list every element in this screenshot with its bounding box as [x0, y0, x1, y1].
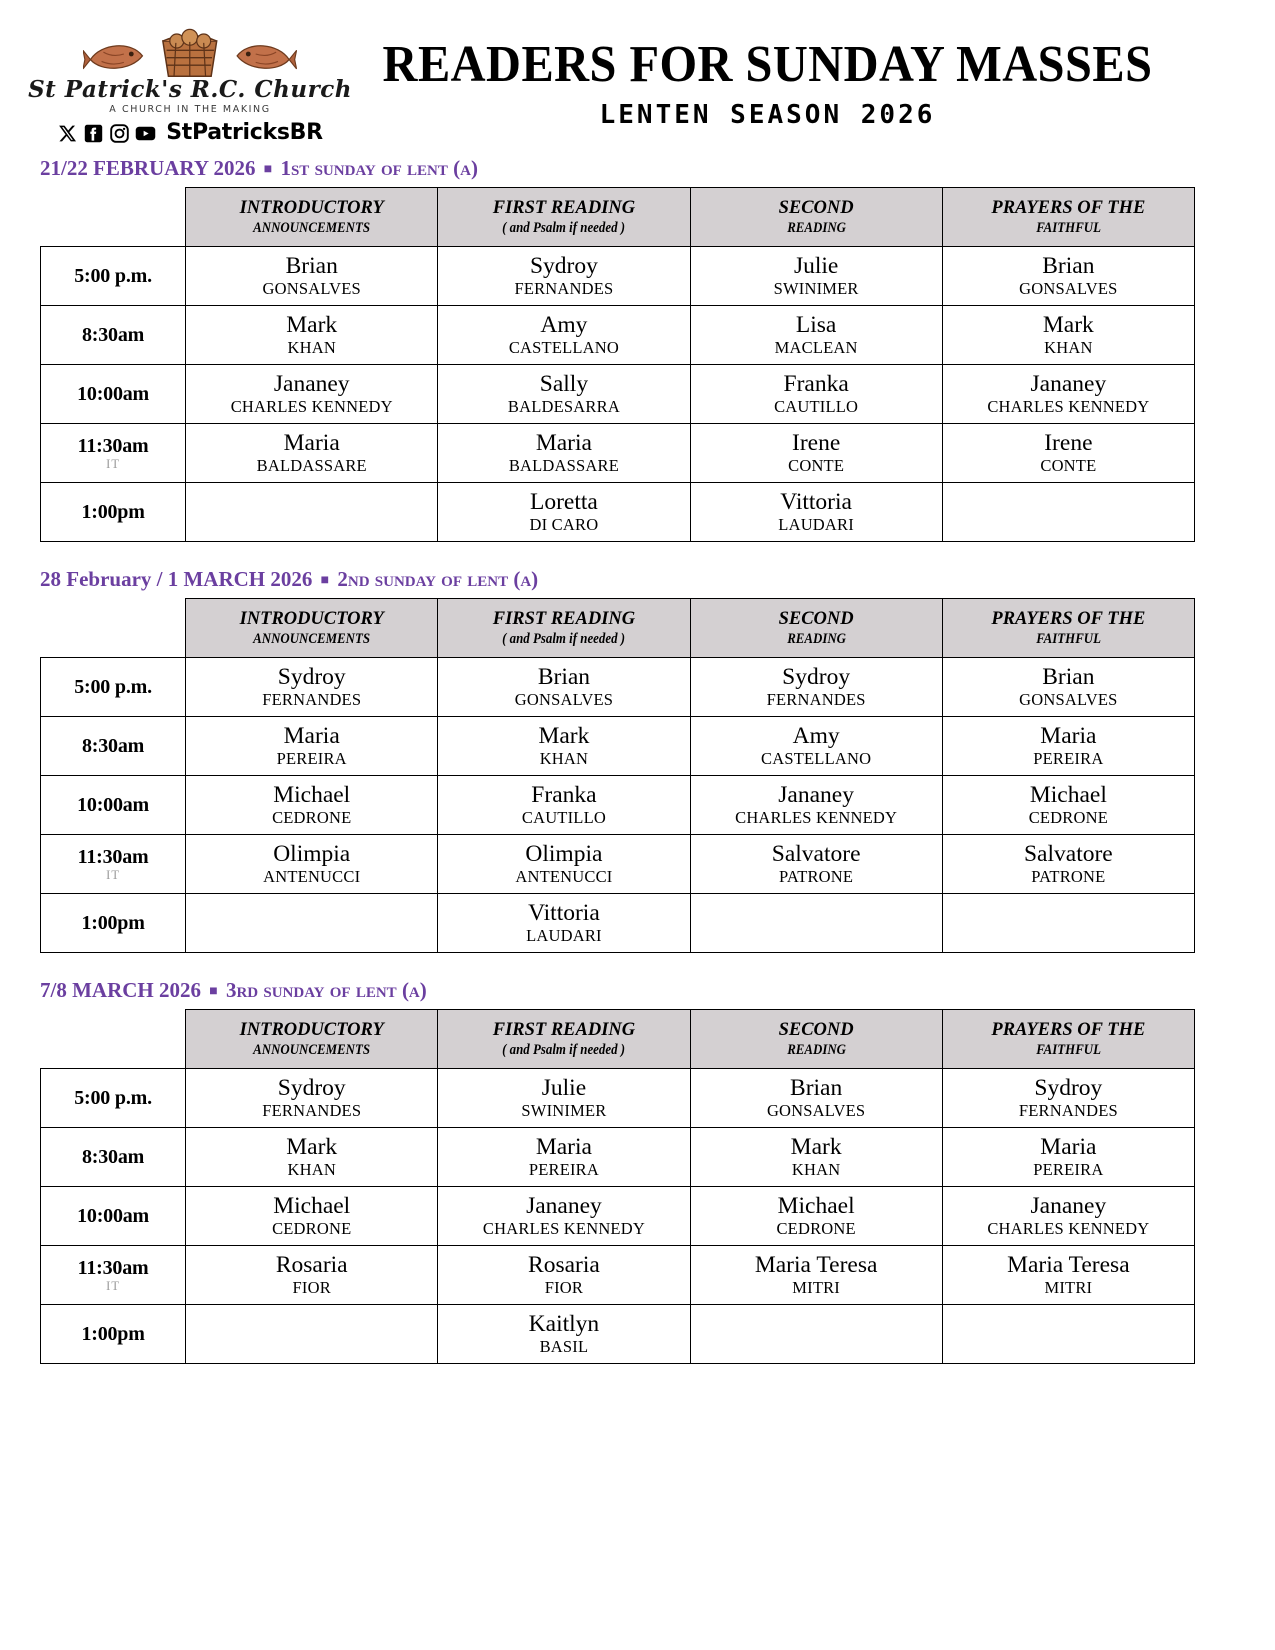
- column-header: [438, 599, 690, 658]
- column-header: [690, 1010, 942, 1069]
- reader-last-name: BASIL: [539, 1337, 589, 1357]
- reader-last-name: PEREIRA: [1033, 749, 1104, 769]
- mass-time-cell: [41, 1069, 186, 1128]
- reader-first-name: Michael: [1029, 782, 1107, 809]
- page-title: READERS FOR SUNDAY MASSES: [382, 36, 1153, 93]
- reader-cell: [186, 247, 438, 306]
- reader-cell: [186, 717, 438, 776]
- mass-time-cell: [41, 894, 186, 953]
- empty-cell: [942, 894, 1194, 953]
- empty-cell: [186, 1305, 438, 1364]
- reader-first-name: Michael: [273, 1193, 351, 1220]
- reader-first-name: Jananey: [273, 370, 350, 397]
- mass-time-cell: [41, 1187, 186, 1246]
- reader-cell: [942, 306, 1194, 365]
- mass-time: 5:00 p.m.: [74, 265, 152, 288]
- column-header-line1: FIRST READING: [492, 608, 636, 629]
- reader-first-name: Salvatore: [1023, 841, 1113, 868]
- column-header-line2: ANNOUNCEMENTS: [253, 1042, 371, 1059]
- table-header-row: [41, 1010, 1195, 1069]
- reader-first-name: Brian: [790, 1075, 843, 1102]
- reader-last-name: PEREIRA: [528, 1160, 599, 1180]
- mass-time: 1:00pm: [81, 501, 145, 524]
- reader-last-name: CEDRONE: [272, 808, 352, 828]
- column-header-line2: READING: [786, 631, 846, 648]
- column-header: [438, 188, 690, 247]
- reader-last-name: KHAN: [791, 1160, 841, 1180]
- mass-time: 1:00pm: [81, 912, 145, 935]
- schedule-section: [0, 979, 1275, 1364]
- reader-first-name: Maria: [535, 1134, 592, 1161]
- reader-last-name: CEDRONE: [272, 1219, 352, 1239]
- title-block: [340, 26, 1235, 130]
- column-header-line1: SECOND: [778, 608, 854, 629]
- reader-cell: [438, 483, 690, 542]
- reader-cell: [186, 1187, 438, 1246]
- reader-last-name: FERNANDES: [262, 690, 362, 710]
- reader-first-name: Jananey: [1030, 1193, 1107, 1220]
- reader-first-name: Sydroy: [277, 664, 346, 691]
- column-header-line2: ( and Psalm if needed ): [502, 631, 626, 648]
- column-header-line2: READING: [786, 220, 846, 237]
- reader-last-name: KHAN: [287, 1160, 336, 1180]
- table-row: [41, 1069, 1195, 1128]
- reader-cell: [438, 1128, 690, 1187]
- mass-time: 11:30am: [77, 434, 149, 457]
- section-date: 21/22 FEBRUARY 2026: [40, 156, 256, 180]
- reader-last-name: PEREIRA: [276, 749, 347, 769]
- mass-time-cell: [41, 1128, 186, 1187]
- reader-last-name: MITRI: [1044, 1278, 1093, 1298]
- reader-first-name: Jananey: [1030, 370, 1107, 397]
- reader-cell: [186, 776, 438, 835]
- reader-last-name: CAUTILLO: [521, 808, 606, 828]
- reader-last-name: LAUDARI: [526, 926, 602, 946]
- table-row: [41, 835, 1195, 894]
- reader-first-name: Maria: [535, 429, 592, 456]
- mass-time: 10:00am: [77, 383, 150, 406]
- reader-first-name: Maria: [283, 723, 340, 750]
- reader-last-name: KHAN: [1044, 338, 1093, 358]
- reader-first-name: Mark: [538, 723, 590, 750]
- column-header-line2: READING: [786, 1042, 846, 1059]
- table-row: [41, 365, 1195, 424]
- mass-time: 5:00 p.m.: [74, 676, 152, 699]
- language-tag: IT: [106, 1278, 120, 1293]
- reader-cell: [690, 717, 942, 776]
- youtube-icon[interactable]: [135, 123, 156, 144]
- heading-separator-icon: ■: [209, 984, 218, 1000]
- reader-first-name: Vittoria: [528, 900, 600, 927]
- reader-cell: [438, 365, 690, 424]
- mass-time: 5:00 p.m.: [74, 1087, 152, 1110]
- reader-cell: [690, 835, 942, 894]
- column-header-line2: ( and Psalm if needed ): [502, 220, 626, 237]
- language-tag: IT: [106, 456, 120, 471]
- mass-time-cell: [41, 306, 186, 365]
- table-header-row: [41, 188, 1195, 247]
- schedule-sections: [0, 157, 1275, 1364]
- table-row: [41, 894, 1195, 953]
- column-header-line1: FIRST READING: [492, 1019, 636, 1040]
- reader-cell: [438, 1305, 690, 1364]
- section-occasion: 2nd sunday of lent (a): [337, 567, 539, 592]
- reader-first-name: Sydroy: [277, 1075, 346, 1102]
- reader-last-name: GONSALVES: [1019, 279, 1118, 299]
- reader-first-name: Maria: [283, 429, 340, 456]
- reader-cell: [690, 483, 942, 542]
- masthead: [0, 0, 1275, 145]
- column-header-line2: ANNOUNCEMENTS: [253, 220, 371, 237]
- table-row: [41, 1246, 1195, 1305]
- reader-first-name: Rosaria: [528, 1252, 600, 1279]
- table-row: [41, 717, 1195, 776]
- reader-cell: [438, 1069, 690, 1128]
- reader-first-name: Mark: [1042, 311, 1094, 338]
- mass-time-cell: [41, 658, 186, 717]
- reader-cell: [942, 247, 1194, 306]
- reader-first-name: Loretta: [530, 488, 598, 515]
- reader-last-name: PEREIRA: [1033, 1160, 1104, 1180]
- column-header-line2: FAITHFUL: [1035, 1042, 1101, 1059]
- reader-cell: [690, 424, 942, 483]
- empty-cell: [186, 894, 438, 953]
- heading-separator-icon: ■: [320, 573, 330, 589]
- empty-cell: [942, 1305, 1194, 1364]
- empty-cell: [186, 483, 438, 542]
- reader-last-name: BALDASSARE: [508, 456, 620, 476]
- reader-first-name: Julie: [541, 1075, 587, 1102]
- table-corner-cell: [41, 188, 186, 247]
- reader-cell: [438, 894, 690, 953]
- reader-first-name: Olimpia: [525, 841, 603, 868]
- reader-last-name: SWINIMER: [521, 1101, 607, 1121]
- mass-time: 10:00am: [77, 1205, 150, 1228]
- mass-time: 11:30am: [77, 845, 149, 868]
- table-row: [41, 658, 1195, 717]
- church-logo: [28, 26, 352, 145]
- column-header-line1: PRAYERS OF THE: [991, 608, 1146, 629]
- column-header-line2: FAITHFUL: [1035, 220, 1101, 237]
- table-row: [41, 424, 1195, 483]
- reader-first-name: Mark: [790, 1134, 842, 1161]
- reader-first-name: Jananey: [526, 1193, 602, 1220]
- mass-time-cell: [41, 483, 186, 542]
- reader-cell: [438, 717, 690, 776]
- reader-last-name: FIOR: [292, 1278, 331, 1298]
- reader-first-name: Mark: [286, 1134, 338, 1161]
- reader-cell: [942, 1246, 1194, 1305]
- reader-last-name: KHAN: [539, 749, 589, 769]
- reader-last-name: ANTENUCCI: [263, 867, 361, 887]
- reader-last-name: CHARLES KENNEDY: [987, 397, 1150, 417]
- reader-last-name: GONSALVES: [514, 690, 614, 710]
- reader-last-name: CONTE: [1040, 456, 1097, 476]
- social-links: [57, 122, 323, 144]
- church-tagline: A CHURCH IN THE MAKING: [109, 104, 271, 115]
- readers-table: [40, 598, 1195, 953]
- column-header-line2: ANNOUNCEMENTS: [253, 631, 371, 648]
- reader-cell: [690, 658, 942, 717]
- reader-last-name: SWINIMER: [773, 279, 859, 299]
- table-row: [41, 776, 1195, 835]
- column-header-line2: FAITHFUL: [1035, 631, 1101, 648]
- instagram-icon[interactable]: [109, 123, 130, 144]
- reader-first-name: Lisa: [795, 311, 837, 338]
- reader-cell: [942, 365, 1194, 424]
- column-header: [438, 1010, 690, 1069]
- reader-last-name: FIOR: [544, 1278, 584, 1298]
- table-corner-cell: [41, 1010, 186, 1069]
- reader-first-name: Vittoria: [780, 488, 852, 515]
- reader-cell: [942, 835, 1194, 894]
- reader-cell: [690, 1069, 942, 1128]
- reader-cell: [186, 365, 438, 424]
- reader-first-name: Michael: [273, 782, 351, 809]
- reader-last-name: CONTE: [788, 456, 845, 476]
- mass-time-cell: [41, 776, 186, 835]
- table-row: [41, 1187, 1195, 1246]
- reader-cell: [186, 1128, 438, 1187]
- reader-first-name: Irene: [1044, 429, 1093, 456]
- church-name: St Patrick's R.C. Church: [28, 76, 352, 103]
- mass-time-cell: [41, 365, 186, 424]
- reader-last-name: CASTELLANO: [761, 749, 872, 769]
- reader-first-name: Sydroy: [1034, 1075, 1103, 1102]
- schedule-section: [0, 157, 1275, 542]
- column-header-line1: INTRODUCTORY: [239, 197, 384, 218]
- reader-cell: [690, 1128, 942, 1187]
- reader-last-name: FERNANDES: [514, 279, 614, 299]
- readers-table: [40, 1009, 1195, 1364]
- reader-first-name: Jananey: [778, 782, 854, 809]
- mass-time: 8:30am: [82, 735, 145, 758]
- reader-cell: [942, 1187, 1194, 1246]
- column-header: [942, 599, 1194, 658]
- reader-last-name: CEDRONE: [1028, 808, 1109, 828]
- reader-first-name: Amy: [540, 311, 588, 338]
- reader-cell: [942, 1069, 1194, 1128]
- reader-cell: [438, 1187, 690, 1246]
- reader-cell: [690, 247, 942, 306]
- table-row: [41, 1305, 1195, 1364]
- reader-last-name: GONSALVES: [262, 279, 361, 299]
- reader-cell: [438, 776, 690, 835]
- page-subtitle: LENTEN SEASON 2026: [599, 100, 936, 131]
- heading-separator-icon: ■: [263, 162, 273, 177]
- column-header-line1: PRAYERS OF THE: [991, 197, 1146, 218]
- reader-first-name: Amy: [792, 723, 840, 750]
- section-date: 28 February / 1 MARCH 2026: [40, 567, 313, 592]
- mass-time-cell: [41, 717, 186, 776]
- reader-first-name: Sydroy: [529, 252, 598, 279]
- column-header-line1: SECOND: [778, 1019, 854, 1040]
- reader-last-name: KHAN: [287, 338, 336, 358]
- reader-cell: [186, 306, 438, 365]
- reader-first-name: Michael: [777, 1193, 855, 1220]
- reader-last-name: CHARLES KENNEDY: [230, 397, 393, 417]
- column-header: [186, 1010, 438, 1069]
- mass-time: 8:30am: [82, 324, 145, 347]
- column-header: [942, 188, 1194, 247]
- column-header: [690, 188, 942, 247]
- facebook-icon[interactable]: [83, 123, 104, 144]
- column-header-line1: SECOND: [778, 197, 854, 218]
- reader-first-name: Rosaria: [275, 1252, 348, 1279]
- reader-last-name: CHARLES KENNEDY: [735, 808, 898, 828]
- reader-cell: [186, 424, 438, 483]
- reader-cell: [186, 835, 438, 894]
- section-heading: [40, 157, 1235, 180]
- reader-last-name: CAUTILLO: [774, 397, 859, 417]
- section-date: 7/8 MARCH 2026: [40, 978, 201, 1003]
- reader-first-name: Brian: [1042, 664, 1095, 691]
- empty-cell: [690, 894, 942, 953]
- column-header: [186, 599, 438, 658]
- reader-cell: [186, 1246, 438, 1305]
- mass-time: 8:30am: [82, 1146, 145, 1169]
- table-corner-cell: [41, 599, 186, 658]
- reader-first-name: Sally: [539, 370, 589, 397]
- language-tag: IT: [106, 867, 120, 882]
- reader-cell: [438, 835, 690, 894]
- reader-cell: [438, 306, 690, 365]
- reader-last-name: ANTENUCCI: [515, 867, 613, 887]
- table-header-row: [41, 599, 1195, 658]
- empty-cell: [690, 1305, 942, 1364]
- column-header-line2: ( and Psalm if needed ): [502, 1042, 626, 1059]
- reader-first-name: Olimpia: [273, 841, 351, 868]
- reader-last-name: GONSALVES: [1019, 690, 1118, 710]
- reader-last-name: MACLEAN: [774, 338, 858, 358]
- reader-first-name: Irene: [792, 429, 841, 456]
- mass-time: 10:00am: [77, 794, 150, 817]
- reader-first-name: Sydroy: [782, 664, 851, 691]
- reader-first-name: Maria Teresa: [754, 1252, 878, 1279]
- column-header-line1: FIRST READING: [492, 197, 636, 218]
- mass-time: 1:00pm: [81, 1323, 145, 1346]
- column-header: [942, 1010, 1194, 1069]
- mass-time-cell: [41, 1246, 186, 1305]
- section-heading: [40, 979, 1235, 1002]
- reader-last-name: LAUDARI: [778, 515, 854, 535]
- section-occasion: 1st sunday of lent (a): [280, 156, 478, 180]
- reader-cell: [186, 1069, 438, 1128]
- mass-time-cell: [41, 247, 186, 306]
- reader-last-name: FERNANDES: [262, 1101, 362, 1121]
- reader-cell: [690, 306, 942, 365]
- reader-last-name: FERNANDES: [1018, 1101, 1118, 1121]
- reader-cell: [942, 1128, 1194, 1187]
- reader-cell: [186, 658, 438, 717]
- reader-cell: [690, 776, 942, 835]
- reader-last-name: PATRONE: [779, 867, 854, 887]
- reader-first-name: Brian: [537, 664, 591, 691]
- reader-first-name: Maria: [1040, 723, 1097, 750]
- reader-last-name: FERNANDES: [766, 690, 866, 710]
- column-header: [186, 188, 438, 247]
- reader-cell: [942, 424, 1194, 483]
- reader-first-name: Kaitlyn: [528, 1311, 600, 1338]
- reader-first-name: Mark: [286, 311, 338, 338]
- social-handle[interactable]: StPatricksBR: [166, 120, 323, 145]
- mass-time-cell: [41, 424, 186, 483]
- reader-first-name: Julie: [793, 252, 839, 279]
- reader-cell: [942, 717, 1194, 776]
- reader-cell: [690, 1187, 942, 1246]
- empty-cell: [942, 483, 1194, 542]
- column-header: [690, 599, 942, 658]
- reader-first-name: Brian: [285, 252, 338, 279]
- mass-time-cell: [41, 1305, 186, 1364]
- table-row: [41, 1128, 1195, 1187]
- reader-last-name: CHARLES KENNEDY: [987, 1219, 1150, 1239]
- column-header-line1: PRAYERS OF THE: [991, 1019, 1146, 1040]
- reader-last-name: GONSALVES: [766, 1101, 866, 1121]
- reader-cell: [690, 365, 942, 424]
- reader-cell: [438, 1246, 690, 1305]
- section-occasion: 3rd sunday of lent (a): [225, 978, 427, 1003]
- reader-first-name: Maria Teresa: [1007, 1252, 1130, 1279]
- x-icon[interactable]: [57, 123, 78, 144]
- reader-last-name: CASTELLANO: [508, 338, 620, 358]
- reader-cell: [942, 776, 1194, 835]
- column-header-line1: INTRODUCTORY: [239, 608, 384, 629]
- reader-cell: [690, 1246, 942, 1305]
- table-row: [41, 247, 1195, 306]
- reader-first-name: Salvatore: [771, 841, 861, 868]
- mass-time-cell: [41, 835, 186, 894]
- reader-first-name: Franka: [783, 370, 849, 397]
- reader-last-name: DI CARO: [529, 515, 599, 535]
- reader-last-name: BALDESARRA: [507, 397, 620, 417]
- reader-last-name: CEDRONE: [776, 1219, 856, 1239]
- reader-cell: [438, 424, 690, 483]
- reader-last-name: CHARLES KENNEDY: [482, 1219, 645, 1239]
- mass-time: 11:30am: [77, 1256, 149, 1279]
- reader-last-name: BALDASSARE: [256, 456, 367, 476]
- reader-cell: [438, 658, 690, 717]
- table-row: [41, 306, 1195, 365]
- reader-cell: [942, 658, 1194, 717]
- reader-first-name: Maria: [1040, 1134, 1097, 1161]
- reader-first-name: Franka: [531, 782, 597, 809]
- table-row: [41, 483, 1195, 542]
- reader-last-name: PATRONE: [1031, 867, 1106, 887]
- reader-last-name: MITRI: [792, 1278, 840, 1298]
- loaves-and-fishes-emblem: [83, 28, 297, 80]
- column-header-line1: INTRODUCTORY: [239, 1019, 384, 1040]
- section-heading: [40, 568, 1235, 591]
- reader-first-name: Brian: [1042, 252, 1095, 279]
- readers-table: [40, 187, 1195, 542]
- schedule-section: [0, 568, 1275, 953]
- reader-cell: [438, 247, 690, 306]
